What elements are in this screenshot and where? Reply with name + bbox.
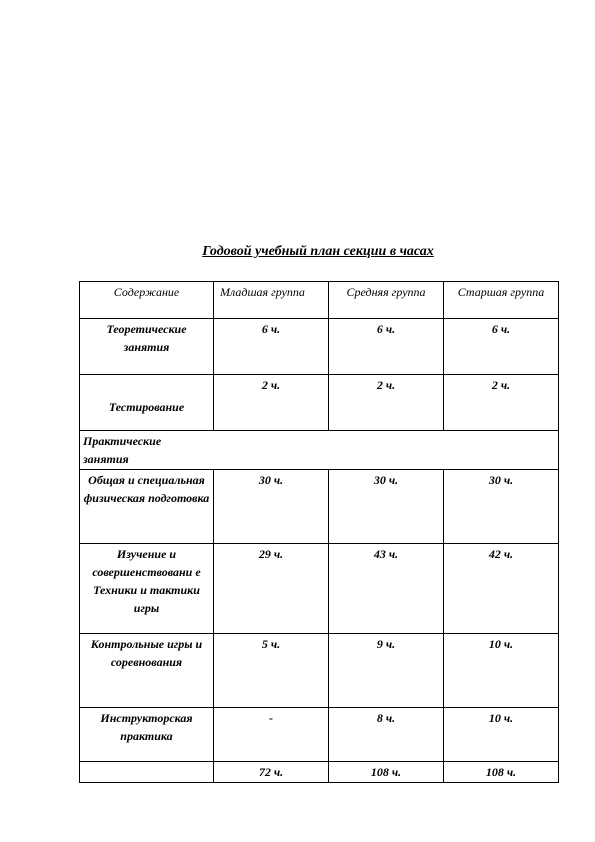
cell-value: 30 ч.	[444, 470, 559, 544]
table-row	[80, 375, 559, 431]
header-junior-group: Младшая группа	[214, 282, 329, 319]
cell-value: 29 ч.	[214, 544, 329, 634]
study-plan-table-wrap	[79, 281, 559, 783]
total-label	[80, 762, 214, 783]
cell-value: 42 ч.	[444, 544, 559, 634]
cell-value: 2 ч.	[329, 375, 444, 431]
cell-value: 5 ч.	[214, 634, 329, 708]
header-middle-group: Средняя группа	[329, 282, 444, 319]
cell-value: 6 ч.	[214, 319, 329, 375]
cell-value: 43 ч.	[329, 544, 444, 634]
total-value: 72 ч.	[214, 762, 329, 783]
row-label: Изучение и совершенствовани е Техники и тактики игры	[80, 544, 214, 634]
table-row	[80, 470, 559, 544]
table-header-row	[80, 282, 559, 319]
row-label: Общая и специальная физическая подготовка	[80, 470, 214, 544]
cell-value: 9 ч.	[329, 634, 444, 708]
cell-value: 6 ч.	[444, 319, 559, 375]
cell-value: 10 ч.	[444, 708, 559, 762]
total-value: 108 ч.	[444, 762, 559, 783]
table-row	[80, 634, 559, 708]
row-label: Теоретические занятия	[80, 319, 214, 375]
page-title: Годовой учебный план секции в часах	[202, 244, 434, 259]
cell-value: 8 ч.	[329, 708, 444, 762]
study-plan-table	[79, 281, 559, 783]
cell-value: 30 ч.	[329, 470, 444, 544]
cell-value: 30 ч.	[214, 470, 329, 544]
table-row	[80, 544, 559, 634]
header-senior-group: Старшая группа	[444, 282, 559, 319]
row-label: Тестирование	[80, 375, 214, 431]
total-value: 108 ч.	[329, 762, 444, 783]
section-label	[80, 431, 559, 470]
cell-value: 2 ч.	[444, 375, 559, 431]
cell-value: 10 ч.	[444, 634, 559, 708]
row-label: Инструкторская практика	[80, 708, 214, 762]
header-content: Содержание	[80, 282, 214, 319]
row-label: Контрольные игры и соревнования	[80, 634, 214, 708]
section-label-text: Практические занятия	[83, 434, 162, 466]
table-row	[80, 708, 559, 762]
table-section-row	[80, 431, 559, 470]
table-row	[80, 319, 559, 375]
cell-value: 6 ч.	[329, 319, 444, 375]
cell-value: 2 ч.	[214, 375, 329, 431]
table-total-row	[80, 762, 559, 783]
cell-value: -	[214, 708, 329, 762]
